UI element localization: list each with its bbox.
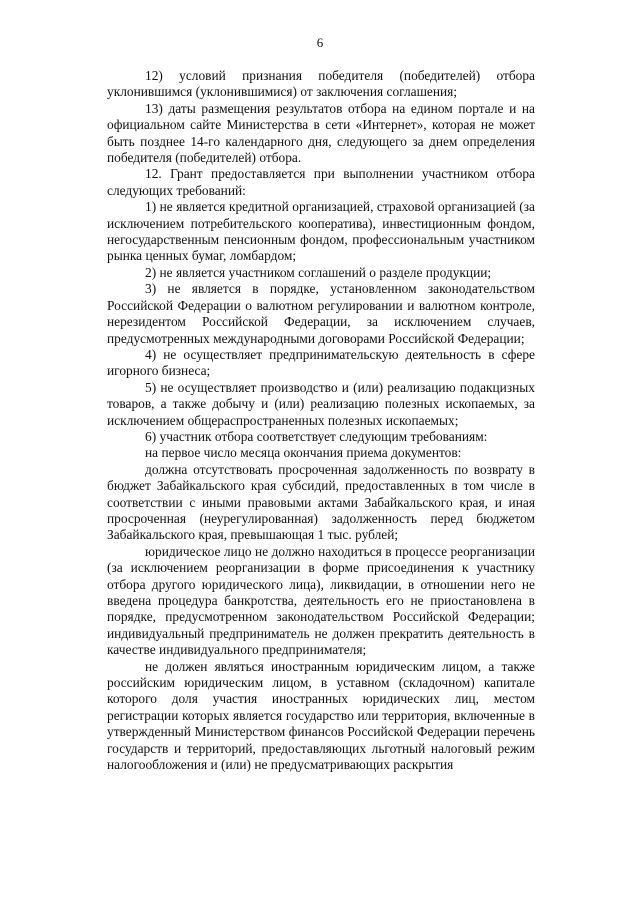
paragraph-item-12-unwilling-winner: 12) условий признания победителя (победителей) отбора уклонившимся (уклонившимися) от заключения соглашения; — [107, 68, 535, 100]
paragraph-date-condition: на первое число месяца окончания приема документов: — [145, 445, 462, 461]
paragraph-requirement-4: 4) не осуществляет предпринимательскую деятельность в сфере игорного бизнеса; — [107, 346, 535, 379]
paragraph-requirement-5: 5) не осуществляет производство и (или) реализацию подакцизных товаров, а также добычу и (или) реализацию полезных ископаемых, за исключением общераспространенных полезных ископаемых; — [107, 379, 535, 428]
paragraph-no-reorganization: юридическое лицо не должно находиться в процессе реорганизации (за исключением реорганизации в форме присоединения к участнику отбора другого юридического лица), ликвидации, в отношении него не введена процедура банкротства, деятельность его не приостановлена в порядке, предусмотренном законодательством Российской Федерации; индивидуальный предприниматель не должен прекратить деятельность в качестве индивидуального предпринимателя; — [107, 543, 535, 658]
document-body — [107, 68, 535, 773]
paragraph-requirement-2: 2) не является участником соглашений о разделе продукции; — [145, 264, 492, 280]
paragraph-requirement-1: 1) не является кредитной организацией, страховой организацией (за исключением потребительского кооператива), инвестиционным фондом, негосударственным пенсионным фондом, профессиональным участником рынка ценных бумаг, ломбардом; — [107, 199, 535, 264]
paragraph-no-overdue-debt: должна отсутствовать просроченная задолженность по возврату в бюджет Забайкальского края субсидий, предоставленных в том числе в соответствии с иными правовыми актами Забайкальского края, и иная просроченная (неурегулированная) задолженность перед бюджетом Забайкальского края, превышающая 1 тыс. рублей; — [107, 461, 535, 543]
paragraph-section-12-requirements: 12. Грант предоставляется при выполнении участником отбора следующих требований: — [107, 166, 535, 198]
paragraph-requirement-3: 3) не является в порядке, установленном законодательством Российской Федерации о валютном регулировании и валютном контроле, нерезидентом Российской Федерации, за исключением случаев, предусмотренных международными договорами Российской Федерации; — [107, 281, 535, 346]
page-number: 6 — [316, 35, 324, 50]
paragraph-requirement-6: 6) участник отбора соответствует следующим требованиям: — [145, 428, 488, 444]
paragraph-item-13-results-date: 13) даты размещения результатов отбора на едином портале и на официальном сайте Министерства в сети «Интернет», которая не может быть позднее 14-го календарного дня, следующего за днем определения победителя (победителей) отбора. — [107, 100, 535, 166]
paragraph-not-foreign-entity: не должен являться иностранным юридическим лицом, а также российским юридическим лицом, в уставном (складочном) капитале которого доля участия иностранных юридических лиц, местом регистрации которых является государство или территория, включенные в утвержденный Министерством финансов Российской Федерации перечень государств и территорий, предоставляющих льготный налоговый режим налогообложения и (или) не предусматривающих раскрытия — [107, 658, 535, 773]
